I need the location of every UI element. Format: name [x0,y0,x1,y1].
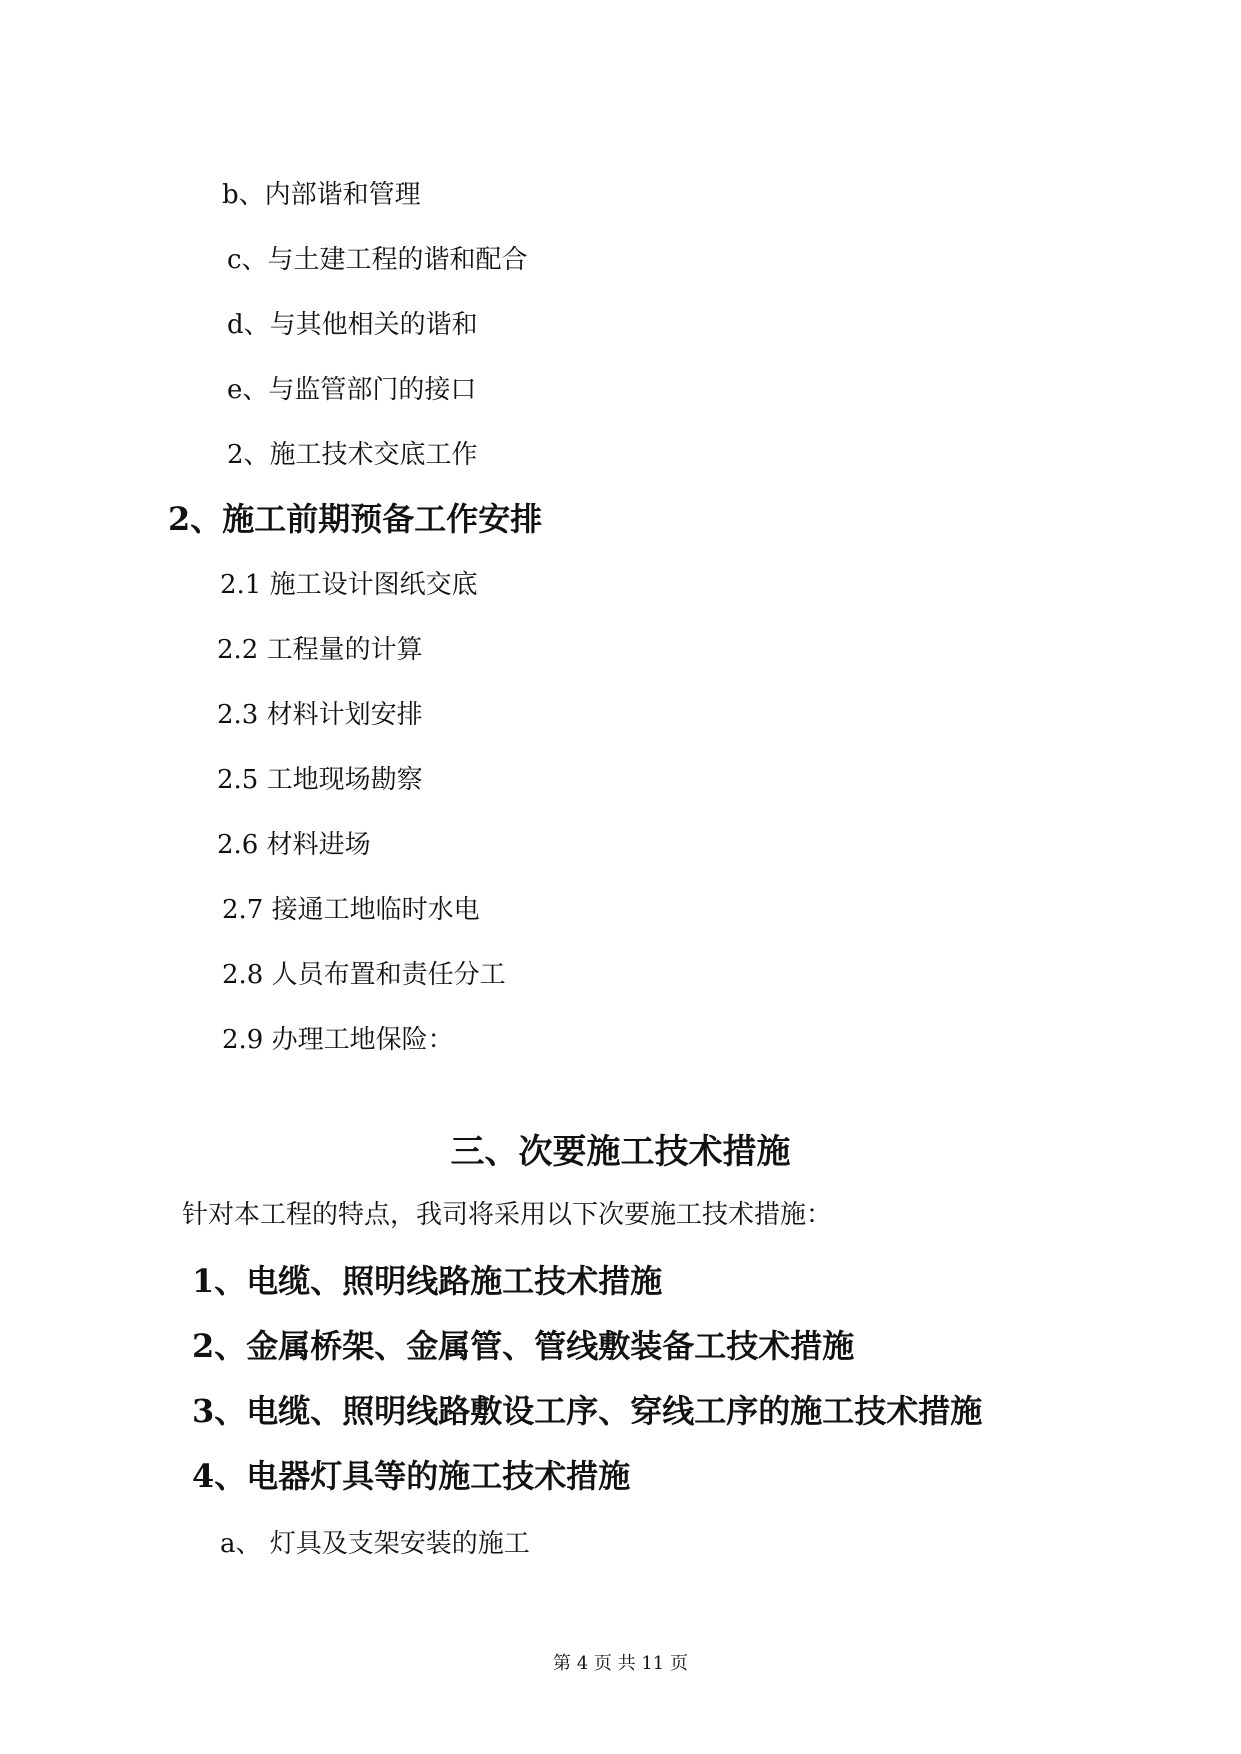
outline-item-2: 2、施工技术交底工作 [227,440,478,470]
section2-item-2-2: 2.2 工程量的计算 [217,635,423,665]
section3-heading-4: 4、电器灯具等的施工技术措施 [192,1457,631,1495]
section3-sub-item-a: a、 灯具及支架安装的施工 [220,1529,530,1559]
section3-intro: 针对本工程的特点，我司将采用以下次要施工技术措施： [182,1200,833,1230]
page-footer: 第 4 页 共 11 页 [553,1653,688,1674]
outline-item-b: b、内部谐和管理 [222,180,421,210]
section3-heading-2: 2、金属桥架、金属管、管线敷装备工技术措施 [192,1327,855,1365]
section2-item-2-5: 2.5 工地现场勘察 [217,765,423,795]
section3-title: 三、次要施工技术措施 [450,1132,791,1172]
outline-item-e: e、与监管部门的接口 [227,375,477,405]
outline-item-d: d、与其他相关的谐和 [227,310,478,340]
section2-item-2-7: 2.7 接通工地临时水电 [222,895,480,925]
section2-item-2-6: 2.6 材料进场 [217,830,371,860]
section2-item-2-8: 2.8 人员布置和责任分工 [222,960,506,990]
outline-item-c: c、与土建工程的谐和配合 [227,245,528,275]
section2-item-2-3: 2.3 材料计划安排 [217,700,423,730]
section3-heading-3: 3、电缆、照明线路敷设工序、穿线工序的施工技术措施 [192,1392,983,1430]
section2-heading: 2、施工前期预备工作安排 [168,500,543,538]
section2-item-2-9: 2.9 办理工地保险： [222,1025,454,1055]
section3-heading-1: 1、电缆、照明线路施工技术措施 [192,1262,663,1300]
section2-item-2-1: 2.1 施工设计图纸交底 [220,570,478,600]
